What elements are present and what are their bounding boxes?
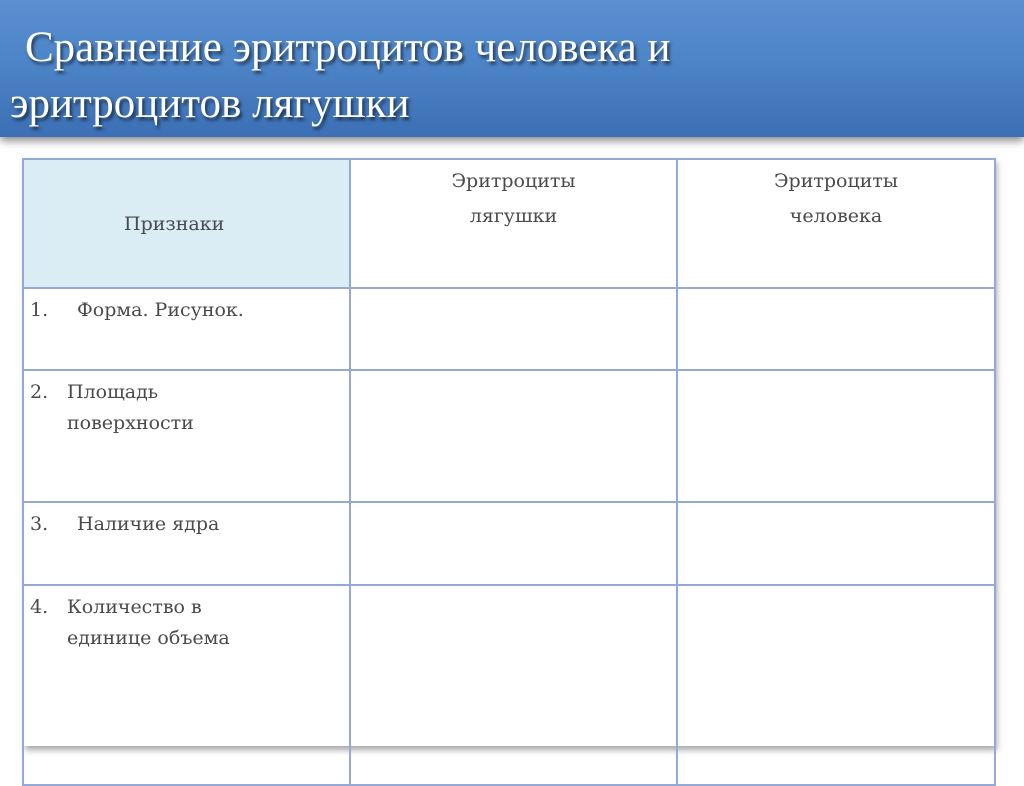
human-value-cell xyxy=(677,502,995,585)
feature-label-line2: поверхности xyxy=(67,412,194,434)
item-number: 2. xyxy=(30,381,49,403)
header-label-human-line2: человека xyxy=(789,205,883,227)
table-row xyxy=(23,370,995,502)
frog-value-cell xyxy=(350,585,677,785)
header-label-frog-line1: Эритроциты xyxy=(451,170,576,192)
header-cell-features xyxy=(23,159,350,288)
slide-title-line-1: Сравнение эритроцитов человека и xyxy=(25,24,671,71)
item-number: 1. xyxy=(30,299,49,321)
comparison-table xyxy=(22,158,994,746)
item-number: 3. xyxy=(30,513,49,535)
table-row xyxy=(23,502,995,585)
slide-title-line-2: эритроцитов лягушки xyxy=(10,80,410,127)
feature-label-line1: Площадь xyxy=(67,381,159,403)
table-row xyxy=(23,585,995,785)
header-label-frog-line2: лягушки xyxy=(469,205,558,227)
feature-cell xyxy=(23,370,350,502)
header-label-features: Признаки xyxy=(124,212,225,235)
header-cell-human xyxy=(677,159,995,288)
frog-value-cell xyxy=(350,288,677,370)
frog-value-cell xyxy=(350,370,677,502)
human-value-cell xyxy=(677,370,995,502)
human-value-cell xyxy=(677,288,995,370)
frog-value-cell xyxy=(350,502,677,585)
table-header-row xyxy=(23,159,995,288)
title-banner xyxy=(0,0,1024,137)
human-value-cell xyxy=(677,585,995,785)
feature-cell xyxy=(23,585,350,785)
header-cell-frog xyxy=(350,159,677,288)
item-number: 4. xyxy=(30,596,49,618)
feature-cell xyxy=(23,288,350,370)
feature-label-line2: единице объема xyxy=(67,627,230,649)
feature-label: Наличие ядра xyxy=(77,513,220,535)
table-row xyxy=(23,288,995,370)
feature-label-line1: Количество в xyxy=(67,596,202,618)
header-label-human-line1: Эритроциты xyxy=(774,170,898,192)
feature-cell xyxy=(23,502,350,585)
feature-label: Форма. Рисунок. xyxy=(77,299,244,321)
